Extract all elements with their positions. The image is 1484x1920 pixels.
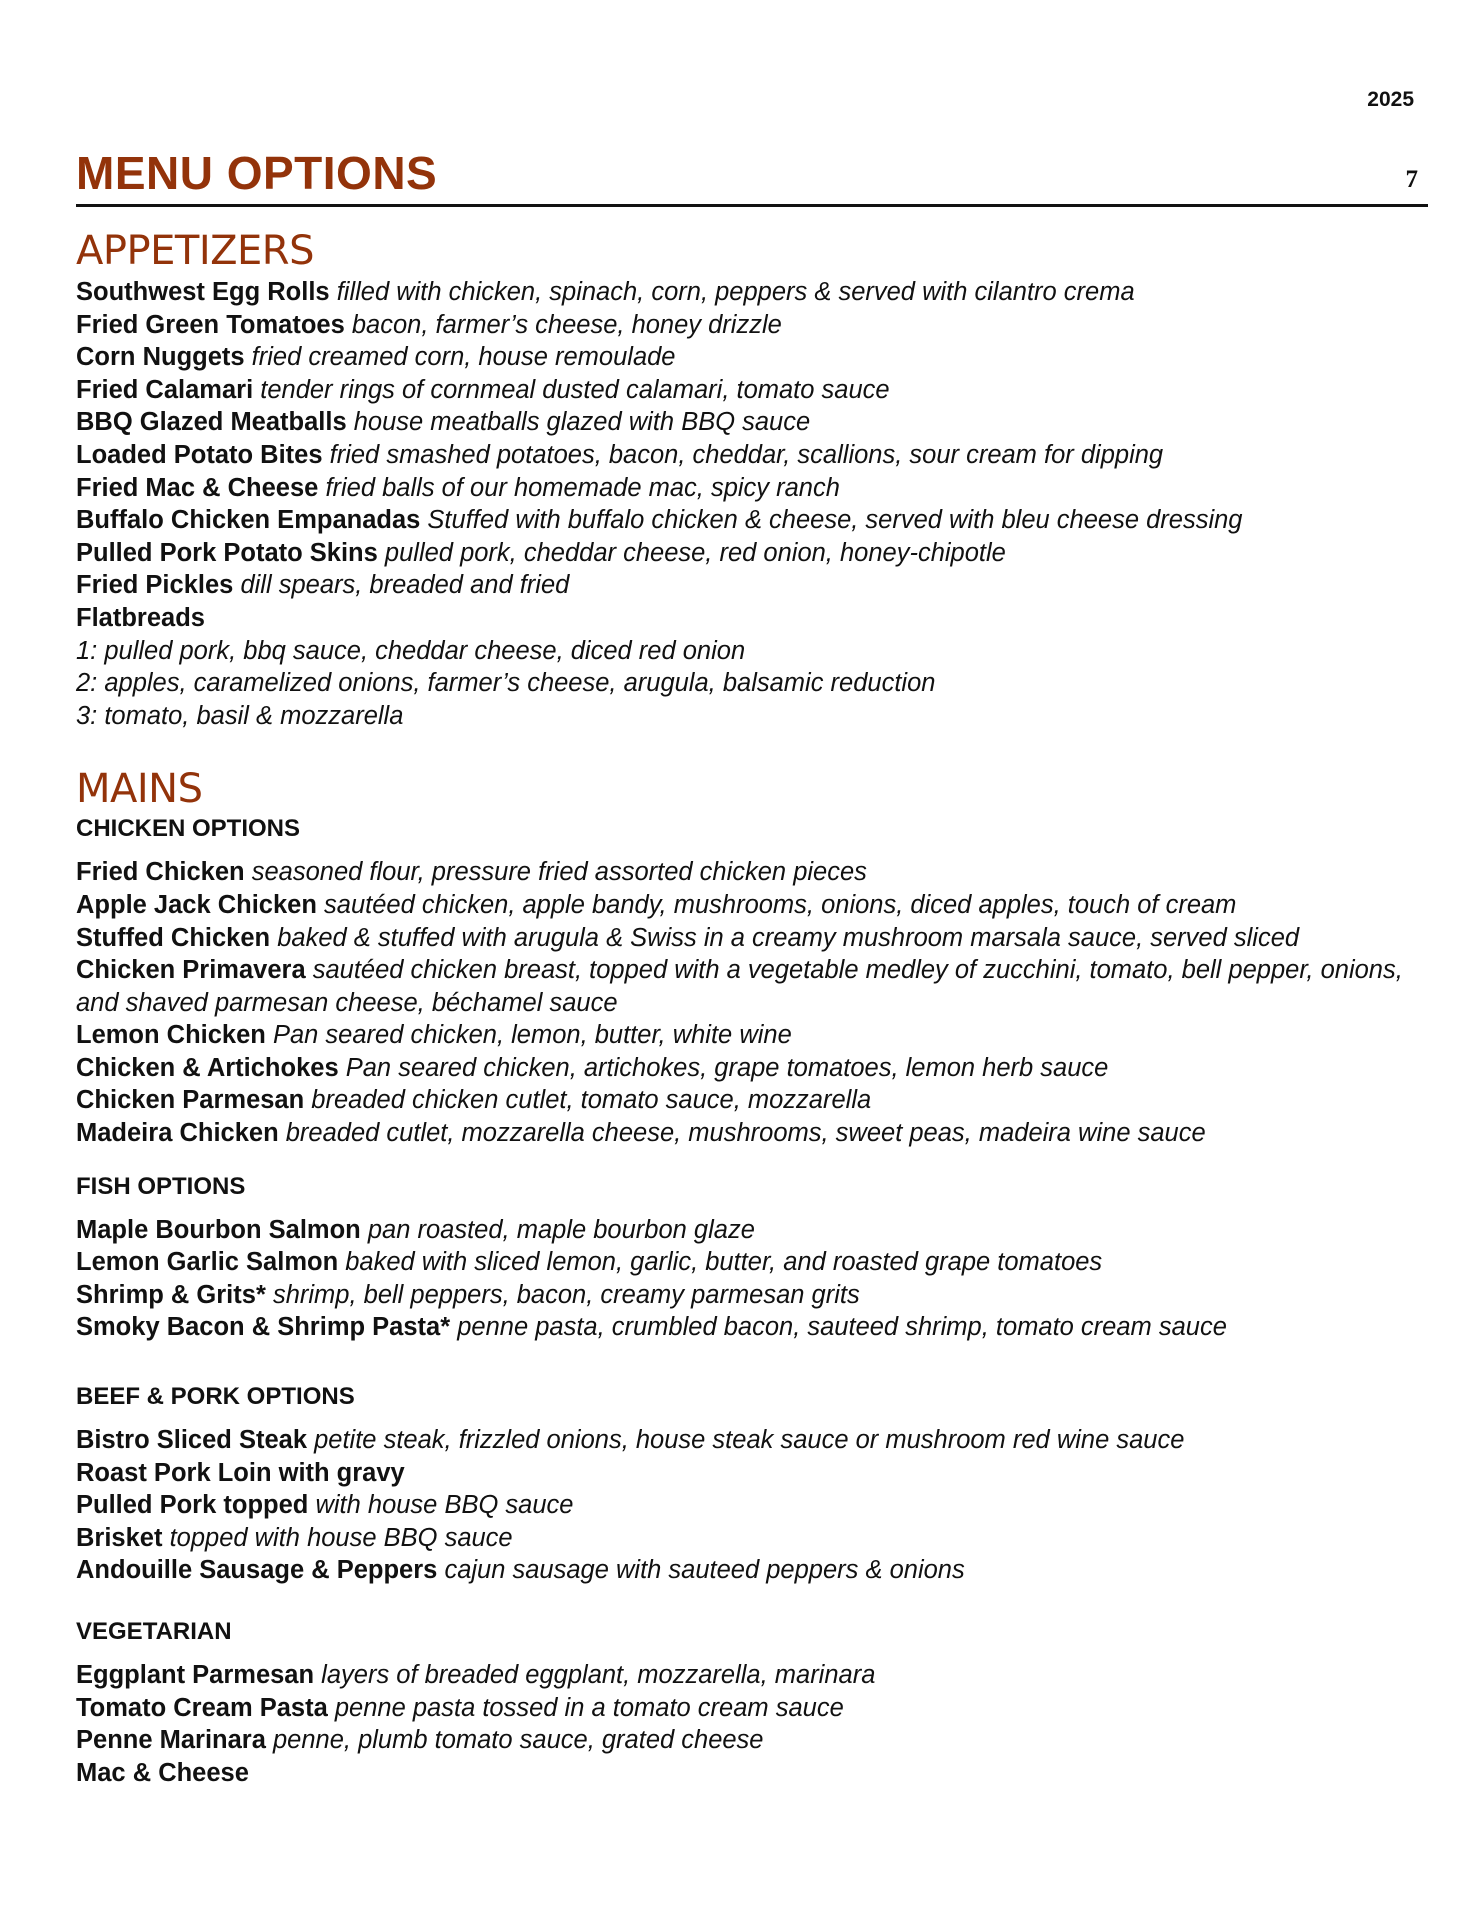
appetizers-list: [76, 276, 1428, 732]
item-description: penne pasta, crumbled bacon, sauteed shrimp, tomato cream sauce: [457, 1313, 1227, 1342]
item-description: baked & stuffed with arugula & Swiss in a creamy mushroom marsala sauce, served sliced: [277, 923, 1300, 952]
item-description: topped with house BBQ sauce: [169, 1523, 513, 1552]
menu-item: [76, 1117, 1428, 1150]
item-description: tender rings of cornmeal dusted calamari, tomato sauce: [260, 375, 890, 404]
mains-section: [76, 764, 1428, 1789]
chicken-options-heading: CHICKEN OPTIONS: [76, 815, 301, 843]
menu-item: [76, 406, 1428, 439]
menu-item: [76, 276, 1428, 309]
item-description: penne pasta tossed in a tomato cream sauce: [334, 1693, 844, 1722]
menu-item: [76, 472, 1428, 505]
item-name: Chicken & Artichokes: [76, 1053, 339, 1082]
item-description: baked with sliced lemon, garlic, butter, and roasted grape tomatoes: [345, 1248, 1103, 1277]
item-description: cajun sausage with sauteed peppers & onions: [444, 1556, 965, 1585]
menu-item: [76, 504, 1428, 537]
menu-item: [76, 1692, 1428, 1725]
beef-pork-list: [76, 1424, 1428, 1587]
item-description: breaded chicken cutlet, tomato sauce, mozzarella: [311, 1086, 872, 1115]
menu-item: [76, 922, 1428, 955]
menu-item: [76, 1279, 1428, 1312]
menu-item: [76, 1724, 1428, 1757]
item-description: Stuffed with buffalo chicken & cheese, served with bleu cheese dressing: [427, 506, 1243, 535]
menu-item: [76, 374, 1428, 407]
appetizers-heading: APPETIZERS: [76, 228, 314, 274]
menu-item: [76, 1424, 1428, 1457]
title-bar: [76, 146, 1428, 207]
item-description: dill spears, breaded and fried: [240, 571, 570, 600]
item-name: Flatbreads: [76, 603, 205, 632]
item-description: 3: tomato, basil & mozzarella: [76, 701, 404, 730]
item-name: Brisket: [76, 1523, 163, 1552]
appetizers-section: [76, 226, 1428, 732]
item-description: shrimp, bell peppers, bacon, creamy parmesan grits: [272, 1280, 860, 1309]
item-name: Fried Pickles: [76, 571, 234, 600]
menu-item: [76, 1554, 1428, 1587]
menu-item: [76, 341, 1428, 374]
item-name: Shrimp & Grits*: [76, 1280, 266, 1309]
item-name: Maple Bourbon Salmon: [76, 1215, 361, 1244]
menu-item: [76, 1214, 1428, 1247]
menu-content: [76, 226, 1428, 1789]
mains-heading: MAINS: [76, 766, 203, 813]
flatbread-option: [76, 700, 1428, 733]
menu-item: [76, 889, 1428, 922]
item-name: Lemon Garlic Salmon: [76, 1248, 339, 1277]
item-name: Tomato Cream Pasta: [76, 1693, 328, 1722]
item-description: Pan seared chicken, lemon, butter, white wine: [272, 1021, 792, 1050]
item-name: Fried Mac & Cheese: [76, 473, 319, 502]
vegetarian-list: [76, 1659, 1428, 1789]
item-name: Roast Pork Loin with gravy: [76, 1458, 405, 1487]
item-description: filled with chicken, spinach, corn, peppers & served with cilantro crema: [336, 278, 1135, 306]
item-description: bacon, farmer’s cheese, honey drizzle: [351, 310, 782, 339]
menu-item: [76, 1522, 1428, 1555]
item-description: 2: apples, caramelized onions, farmer’s cheese, arugula, balsamic reduction: [76, 669, 936, 698]
menu-item: [76, 1489, 1428, 1522]
item-name: Penne Marinara: [76, 1726, 266, 1755]
menu-item: [76, 309, 1428, 342]
item-description: fried creamed corn, house remoulade: [251, 343, 676, 372]
menu-item: [76, 1311, 1428, 1344]
item-description: 1: pulled pork, bbq sauce, cheddar cheese, diced red onion: [76, 636, 746, 665]
year-label: 2025: [1367, 88, 1414, 111]
menu-item: [76, 856, 1428, 889]
item-name: Madeira Chicken: [76, 1119, 279, 1148]
item-name: Fried Chicken: [76, 858, 245, 887]
menu-item: [76, 1457, 1428, 1490]
menu-item: [76, 537, 1428, 570]
item-description: fried balls of our homemade mac, spicy ranch: [325, 473, 840, 502]
item-description: penne, plumb tomato sauce, grated cheese: [273, 1726, 764, 1755]
menu-item: [76, 1052, 1428, 1085]
chicken-list: [76, 856, 1428, 1149]
item-name: Chicken Primavera: [76, 956, 306, 985]
menu-item: [76, 569, 1428, 602]
flatbread-option: [76, 667, 1428, 700]
menu-item: [76, 1019, 1428, 1052]
item-description: seasoned flour, pressure fried assorted chicken pieces: [251, 858, 867, 887]
item-name: Fried Green Tomatoes: [76, 310, 345, 339]
item-name: Stuffed Chicken: [76, 923, 271, 952]
menu-item: [76, 1757, 1428, 1790]
menu-item: [76, 1084, 1428, 1117]
menu-item: [76, 1246, 1428, 1279]
item-description: with house BBQ sauce: [315, 1491, 574, 1520]
item-name: Eggplant Parmesan: [76, 1661, 315, 1689]
item-description: breaded cutlet, mozzarella cheese, mushrooms, sweet peas, madeira wine sauce: [285, 1119, 1206, 1148]
page-number: 7: [1405, 166, 1418, 193]
item-name: Chicken Parmesan: [76, 1086, 305, 1115]
item-description: sautéed chicken, apple bandy, mushrooms, onions, diced apples, touch of cream: [324, 890, 1237, 919]
item-name: Pulled Pork Potato Skins: [76, 538, 378, 567]
item-description: sautéed chicken breast, topped with a vegetable medley of zucchini, tomato, bell pepper, onions, and shaved parmesan cheese, béchamel sauce: [76, 956, 1403, 1017]
item-name: Buffalo Chicken Empanadas: [76, 506, 421, 535]
vegetarian-options-heading: VEGETARIAN: [76, 1618, 232, 1645]
page-title: MENU OPTIONS: [76, 147, 438, 199]
fish-options-heading: FISH OPTIONS: [76, 1172, 246, 1200]
item-name: Pulled Pork topped: [76, 1491, 309, 1520]
item-name: Bistro Sliced Steak: [76, 1426, 308, 1455]
item-name: Corn Nuggets: [76, 343, 245, 372]
item-name: Lemon Chicken: [76, 1021, 266, 1050]
flatbread-option: [76, 635, 1428, 668]
menu-item: [76, 1659, 1428, 1692]
flatbreads-title: [76, 602, 1428, 635]
item-name: Loaded Potato Bites: [76, 440, 323, 469]
item-name: Fried Calamari: [76, 375, 254, 404]
item-description: pan roasted, maple bourbon glaze: [367, 1215, 755, 1244]
item-name: Smoky Bacon & Shrimp Pasta*: [76, 1313, 451, 1342]
item-description: layers of breaded eggplant, mozzarella, marinara: [321, 1661, 876, 1689]
item-name: Andouille Sausage & Peppers: [76, 1556, 438, 1585]
fish-list: [76, 1214, 1428, 1344]
item-name: Mac & Cheese: [76, 1758, 249, 1787]
item-name: Southwest Egg Rolls: [76, 278, 330, 306]
item-description: fried smashed potatoes, bacon, cheddar, scallions, sour cream for dipping: [329, 440, 1164, 469]
item-name: BBQ Glazed Meatballs: [76, 408, 347, 437]
item-description: pulled pork, cheddar cheese, red onion, honey-chipotle: [384, 538, 1006, 567]
item-name: Apple Jack Chicken: [76, 890, 317, 919]
item-description: petite steak, frizzled onions, house steak sauce or mushroom red wine sauce: [314, 1426, 1185, 1455]
beef-pork-options-heading: BEEF & PORK OPTIONS: [76, 1383, 355, 1411]
item-description: Pan seared chicken, artichokes, grape tomatoes, lemon herb sauce: [345, 1053, 1109, 1082]
menu-item: [76, 439, 1428, 472]
item-description: house meatballs glazed with BBQ sauce: [353, 408, 811, 437]
menu-item: [76, 954, 1428, 1019]
